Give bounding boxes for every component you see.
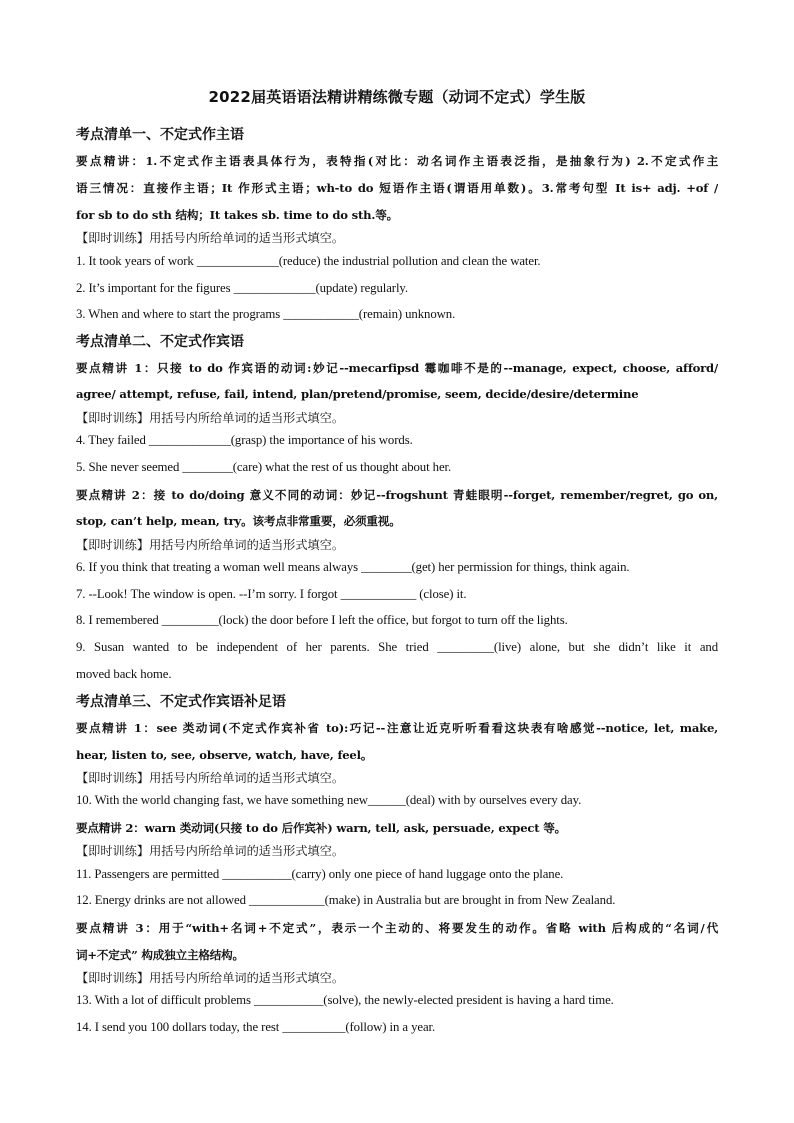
exercise-question-q6: 6. If you think that treating a woman well means always ________(get) her permission for things, think again. — [76, 560, 630, 574]
section-heading-h3: 考点清单三、不定式作宾语补足语 — [76, 694, 286, 710]
key-point-text-k5: 要点精讲 2：warn 类动词(只接 to do 后作宾补) warn, tell, ask, persuade, expect 等。 — [76, 821, 567, 835]
exercise-question-q9b: moved back home. — [76, 667, 172, 681]
training-instruction-t1: 【即时训练】用括号内所给单词的适当形式填空。 — [76, 231, 345, 245]
key-point-text-k3a: 要点精讲 2：接 to do/doing 意义不同的动词：妙记--frogshunt 青蛙眼明--forget, remember/regret, go on, — [76, 488, 718, 502]
section-heading-h1: 考点清单一、不定式作主语 — [76, 127, 244, 143]
exercise-question-q5: 5. She never seemed ________(care) what the rest of us thought about her. — [76, 460, 452, 474]
exercise-question-q10: 10. With the world changing fast, we have something new______(deal) with by ourselves every day. — [76, 793, 582, 807]
key-point-text-k4a: 要点精讲 1：see 类动词(不定式作宾补省 to):巧记--注意让近克听听看看这块表有啥感觉--notice, let, make, — [76, 721, 718, 735]
section-heading-h2: 考点清单二、不定式作宾语 — [76, 334, 244, 350]
training-instruction-t4: 【即时训练】用括号内所给单词的适当形式填空。 — [76, 771, 345, 785]
exercise-question-q11: 11. Passengers are permitted ___________(carry) only one piece of hand luggage onto the plane. — [76, 867, 564, 881]
training-instruction-t6: 【即时训练】用括号内所给单词的适当形式填空。 — [76, 971, 345, 985]
key-point-text-k2a: 要点精讲 1：只接 to do 作宾语的动词:妙记--mecarfipsd 霉咖啡不是的--manage, expect, choose, afford/ — [76, 361, 718, 375]
exercise-question-q7: 7. --Look! The window is open. --I’m sorry. I forgot ____________ (close) it. — [76, 587, 467, 601]
exercise-question-q14: 14. I send you 100 dollars today, the rest __________(follow) in a year. — [76, 1020, 436, 1034]
key-point-text-k1c: for sb to do sth 结构；It takes sb. time to do sth.等。 — [76, 208, 399, 222]
key-point-text-k1a: 要点精讲：1.不定式作主语表具体行为，表特指(对比：动名词作主语表泛指，是抽象行为) 2.不定式作主 — [76, 154, 718, 168]
key-point-text-k1b: 语三情况：直接作主语；It 作形式主语；wh-to do 短语作主语(谓语用单数)。3.常考句型 It is+ adj. +of / — [76, 181, 718, 195]
exercise-question-q3: 3. When and where to start the programs ____________(remain) unknown. — [76, 307, 456, 321]
key-point-text-k6b: 词+不定式” 构成独立主格结构。 — [76, 948, 244, 962]
training-instruction-t2: 【即时训练】用括号内所给单词的适当形式填空。 — [76, 411, 345, 425]
document-title: 2022届英语语法精讲精练微专题（动词不定式）学生版 — [208, 88, 586, 106]
exercise-question-q8: 8. I remembered _________(lock) the door before I left the office, but forgot to turn off the lights. — [76, 613, 568, 627]
exercise-question-q9a: 9. Susan wanted to be independent of her parents. She tried _________(live) alone, but she didn’t like it and — [76, 640, 718, 654]
exercise-question-q2: 2. It’s important for the figures _____________(update) regularly. — [76, 281, 408, 295]
training-instruction-t3: 【即时训练】用括号内所给单词的适当形式填空。 — [76, 538, 345, 552]
key-point-text-k2b: agree/ attempt, refuse, fail, intend, plan/pretend/promise, seem, decide/desire/determine — [76, 387, 639, 401]
key-point-text-k3b: stop, can’t help, mean, try。该考点非常重要，必须重视。 — [76, 514, 401, 528]
exercise-question-q12: 12. Energy drinks are not allowed ____________(make) in Australia but are brought in from New Zealand. — [76, 893, 616, 907]
key-point-text-k4b: hear, listen to, see, observe, watch, have, feel。 — [76, 748, 373, 762]
training-instruction-t5: 【即时训练】用括号内所给单词的适当形式填空。 — [76, 844, 345, 858]
key-point-text-k6a: 要点精讲 3：用于“with+名词+不定式”，表示一个主动的、将要发生的动作。省略 with 后构成的“名词/代 — [76, 921, 718, 935]
exercise-question-q4: 4. They failed _____________(grasp) the importance of his words. — [76, 433, 413, 447]
exercise-question-q1: 1. It took years of work _____________(reduce) the industrial pollution and clean the water. — [76, 254, 541, 268]
exercise-question-q13: 13. With a lot of difficult problems ___________(solve), the newly-elected president is having a hard time. — [76, 993, 614, 1007]
